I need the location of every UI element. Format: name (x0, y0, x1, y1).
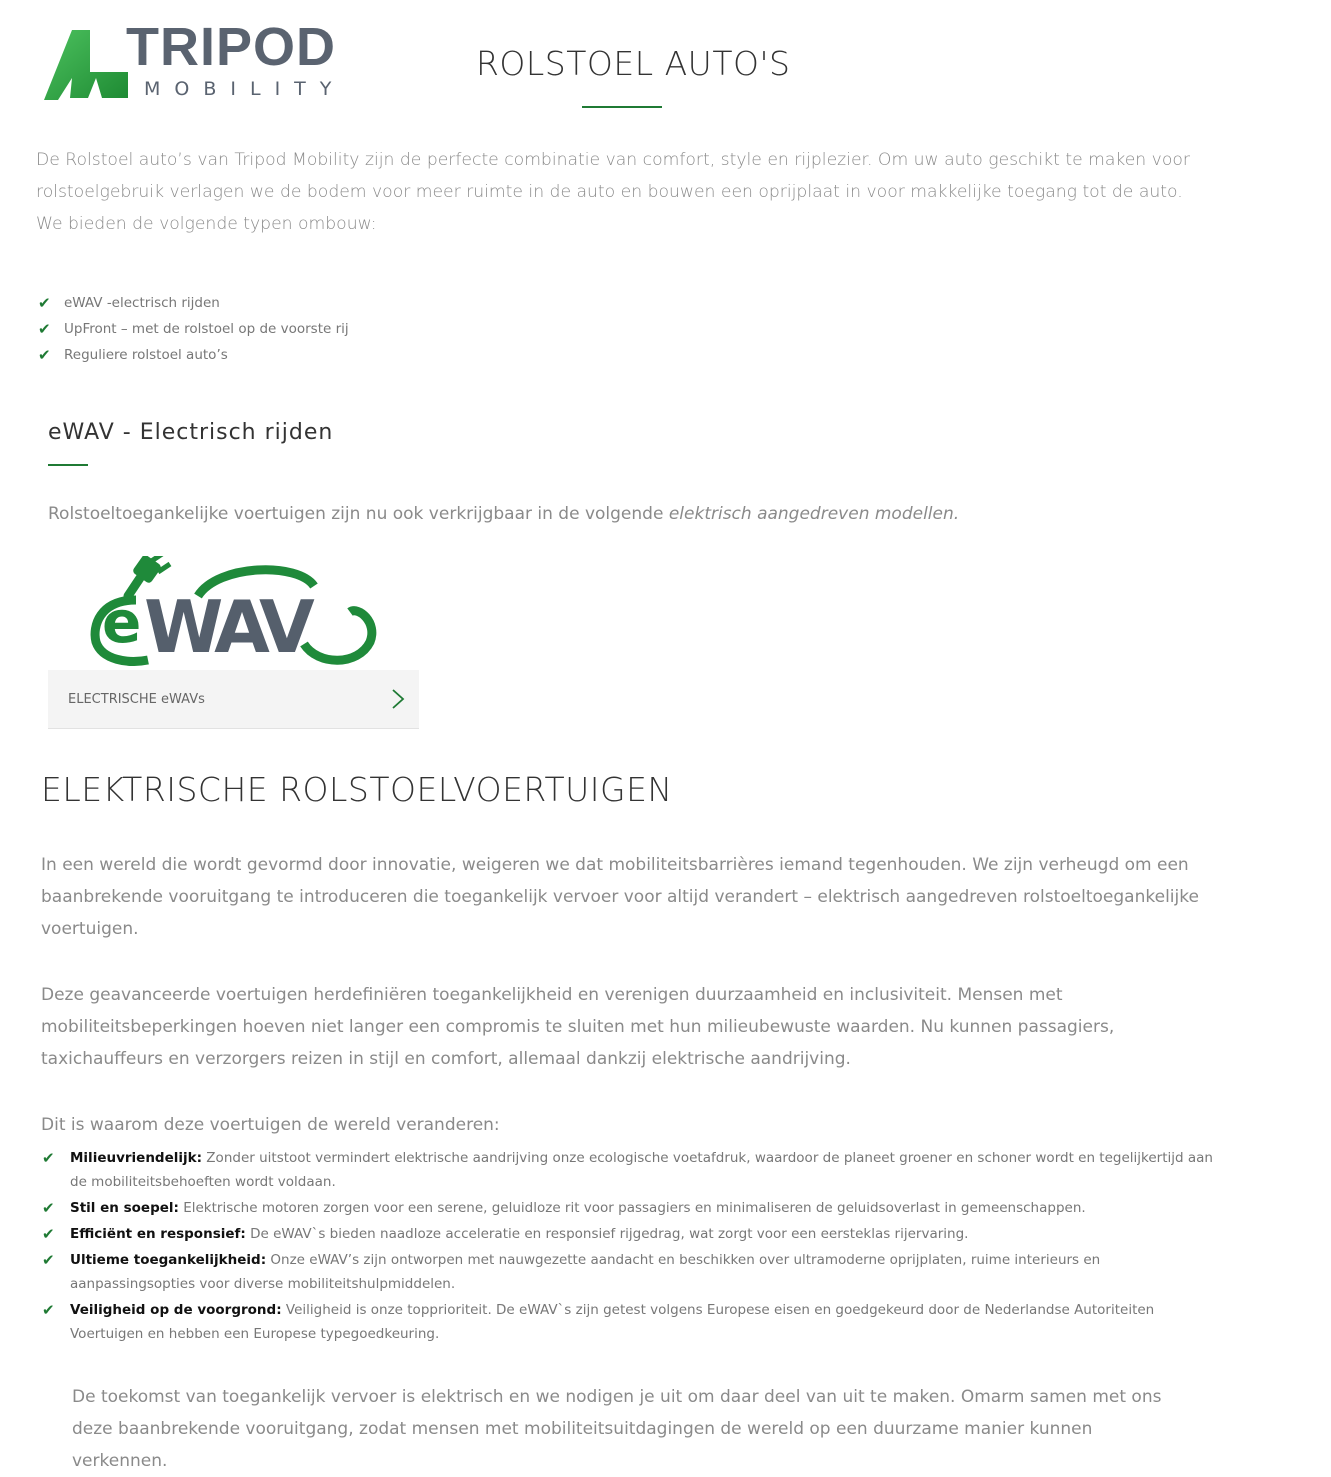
check-icon: ✔ (42, 1301, 55, 1319)
list-item-label: UpFront – met de rolstoel op de voorste rij (64, 321, 349, 337)
list-item-label: eWAV -electrisch rijden (64, 295, 220, 311)
ewav-subtitle (48, 504, 959, 524)
electric-paragraph: Deze geavanceerde voertuigen herdefiniëren toegankelijkheid en verenigen duurzaamheid en inclusiviteit. Mensen met mobiliteitsbeperkingen hoeven niet langer een compromis te sluiten met hun milieubewuste waarden. Nu kunnen passagiers, taxichauffeurs en verzorgers reizen in stijl en comfort, allemaal dankzij elektrische aandrijving. (41, 985, 1115, 1069)
ewav-subtitle-text: Rolstoeltoegankelijke voertuigen zijn nu ook verkrijgbaar in de volgende (48, 504, 669, 524)
check-icon: ✔ (42, 1149, 55, 1167)
tripod-mobility-logo[interactable] (42, 17, 372, 106)
intro-paragraph: De Rolstoel auto’s van Tripod Mobility zijn de perfecte combinatie van comfort, style en rijplezier. Om uw auto geschikt te maken voor rolstoelgebruik verlagen we de bodem voor meer ruimte in de auto en bouwen een oprijplaat in voor makkelijke toegang tot de auto. We bieden de volgende typen ombouw: (36, 150, 1190, 234)
card-label: ELECTRISCHE eWAVs (68, 691, 205, 707)
conversion-types-list (38, 290, 349, 368)
feature-description: Zonder uitstoot vermindert elektrische aandrijving onze ecologische voetafdruk, waardoor de planeet groener en schoner wordt en tegelijkertijd aan de mobiliteitsbehoeften wordt voldaan. (70, 1150, 1213, 1190)
svg-text:WAV: WAV (144, 585, 309, 666)
feature-item (42, 1248, 1222, 1296)
features-list (42, 1146, 1222, 1348)
check-icon: ✔ (38, 320, 51, 338)
chevron-right-icon (391, 688, 405, 710)
closing-paragraph: De toekomst van toegankelijk vervoer is elektrisch en we nodigen je uit om daar deel van uit te maken. Omarm samen met ons deze baanbrekende vooruitgang, zodat mensen met mobiliteitsuitdagingen de wereld op een duurzame manier kunnen verkennen. (72, 1387, 1162, 1471)
electric-section-heading: ELEKTRISCHE ROLSTOELVOERTUIGEN (41, 770, 673, 809)
feature-title: Ultieme toegankelijkheid: (70, 1252, 267, 1268)
check-icon: ✔ (42, 1251, 55, 1269)
title-underline (582, 106, 662, 108)
list-item (38, 290, 349, 316)
features-intro: Dit is waarom deze voertuigen de wereld veranderen: (41, 1115, 500, 1135)
feature-text (70, 1298, 1222, 1346)
feature-title: Veiligheid op de voorgrond: (70, 1302, 282, 1318)
feature-title: Stil en soepel: (70, 1200, 179, 1216)
ewav-logo-icon[interactable] (88, 556, 380, 666)
page-title: ROLSTOEL AUTO'S (476, 44, 791, 83)
feature-item (42, 1146, 1222, 1194)
feature-item (42, 1196, 1222, 1220)
ewav-subtitle-emphasis: elektrisch aangedreven modellen. (668, 504, 960, 524)
feature-text (70, 1222, 968, 1246)
check-icon: ✔ (42, 1199, 55, 1217)
feature-text (70, 1146, 1222, 1194)
ewav-heading: eWAV - Electrisch rijden (48, 420, 334, 445)
feature-title: Efficiënt en responsief: (70, 1226, 246, 1242)
feature-description: Onze eWAV’s zijn ontworpen met nauwgezette aandacht en beschikken over ultramoderne oprijplaten, ruime interieurs en aanpassingsopties voor diverse mobiliteitshulpmiddelen. (70, 1252, 1101, 1292)
feature-title: Milieuvriendelijk: (70, 1150, 203, 1166)
check-icon: ✔ (42, 1225, 55, 1243)
feature-text (70, 1248, 1222, 1296)
check-icon: ✔ (38, 294, 51, 312)
feature-text (70, 1196, 1086, 1220)
feature-description: Elektrische motoren zorgen voor een serene, geluidloze rit voor passagiers en minimaliseren de geluidsoverlast in gemeenschappen. (178, 1200, 1086, 1216)
svg-text:e: e (102, 588, 142, 656)
ewav-heading-underline (48, 464, 88, 466)
tripod-logo-mark-icon (42, 28, 130, 102)
list-item (38, 342, 349, 368)
logo-subtitle: MOBILITY (144, 78, 346, 100)
check-icon: ✔ (38, 346, 51, 364)
list-item-label: Reguliere rolstoel auto’s (64, 347, 228, 363)
electric-paragraph: In een wereld die wordt gevormd door innovatie, weigeren we dat mobiliteitsbarrières iemand tegenhouden. We zijn verheugd om een baanbrekende vooruitgang te introduceren die toegankelijk vervoer voor altijd verandert – elektrisch aangedreven rolstoeltoegankelijke voertuigen. (41, 855, 1199, 939)
feature-description: Veiligheid is onze topprioriteit. De eWAV`s zijn getest volgens Europese eisen en goedgekeurd door de Nederlandse Autoriteiten Voertuigen en hebben een Europese typegoedkeuring. (70, 1302, 1155, 1342)
feature-item (42, 1222, 1222, 1246)
feature-description: De eWAV`s bieden naadloze acceleratie en responsief rijgedrag, wat zorgt voor een eersteklas rijervaring. (245, 1226, 969, 1242)
feature-item (42, 1298, 1222, 1346)
logo-wordmark: TRIPOD (126, 17, 337, 77)
list-item (38, 316, 349, 342)
electric-ewavs-card[interactable] (48, 670, 419, 729)
